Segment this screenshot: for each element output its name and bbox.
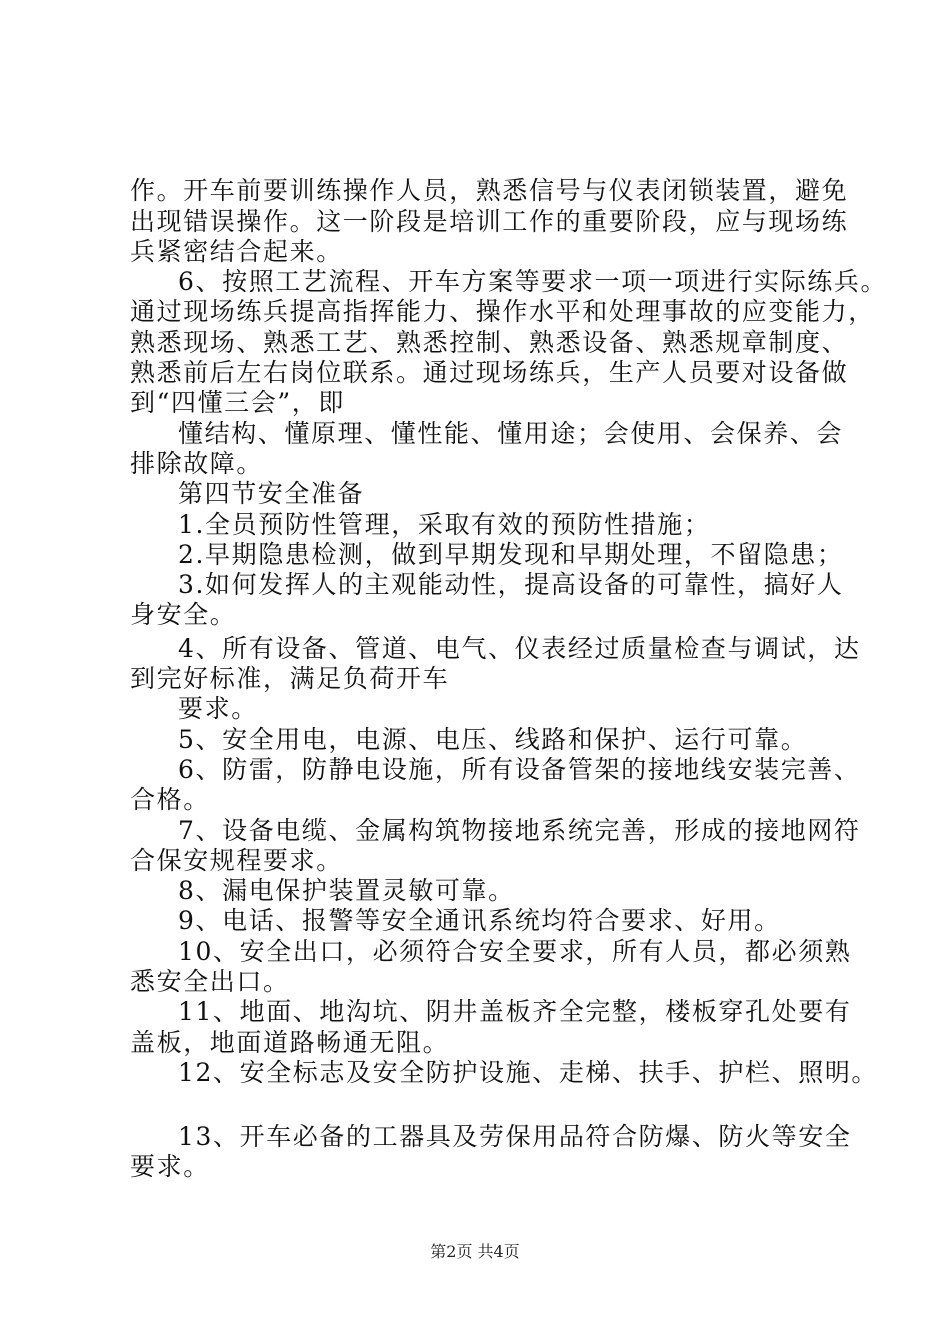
text-line: 要求。 bbox=[130, 1152, 210, 1181]
text-line: 7、设备电缆、金属构筑物接地系统完善，形成的接地网符 bbox=[178, 816, 861, 845]
text-line: 熟悉前后左右岗位联系。通过现场练兵，生产人员要对设备做 bbox=[130, 358, 849, 387]
text-line: 到完好标准，满足负荷开车 bbox=[130, 664, 450, 693]
text-line: 8、漏电保护装置灵敏可靠。 bbox=[178, 876, 515, 905]
text-line: 要求。 bbox=[178, 694, 258, 723]
text-line: 4、所有设备、管道、电气、仪表经过质量检查与调试，达 bbox=[178, 634, 861, 663]
text-line: 排除故障。 bbox=[130, 449, 264, 478]
text-line: 11、地面、地沟坑、阴井盖板齐全完整，楼板穿孔处要有 bbox=[178, 997, 852, 1026]
text-line: 通过现场练兵提高指挥能力、操作水平和处理事故的应变能力， bbox=[130, 297, 875, 326]
text-line: 合格。 bbox=[130, 785, 210, 814]
page-number-footer: 第2页 共4页 bbox=[430, 1242, 520, 1261]
text-line: 懂结构、懂原理、懂性能、懂用途；会使用、会保养、会 bbox=[178, 419, 844, 448]
section-heading: 第四节安全准备 bbox=[178, 479, 365, 508]
text-line: 到“四懂三会”，即 bbox=[130, 388, 345, 417]
text-line: 盖板，地面道路畅通无阻。 bbox=[130, 1028, 450, 1057]
text-line: 1.全员预防性管理，采取有效的预防性措施； bbox=[178, 510, 711, 539]
text-line: 2.早期隐患检测，做到早期发现和早期处理，不留隐患； bbox=[178, 540, 844, 569]
text-line: 身安全。 bbox=[130, 600, 237, 629]
text-line: 3.如何发挥人的主观能动性，提高设备的可靠性，搞好人 bbox=[178, 570, 844, 599]
text-line: 合保安规程要求。 bbox=[130, 846, 343, 875]
text-line: 6、按照工艺流程、开车方案等要求一项一项进行实际练兵。 bbox=[178, 267, 888, 296]
text-line: 10、安全出口，必须符合安全要求，所有人员，都必须熟 bbox=[178, 937, 852, 966]
text-line: 熟悉现场、熟悉工艺、熟悉控制、熟悉设备、熟悉规章制度、 bbox=[130, 328, 849, 357]
text-line: 作。开车前要训练操作人员，熟悉信号与仪表闭锁装置，避免 bbox=[130, 176, 849, 205]
text-line: 6、防雷，防静电设施，所有设备管架的接地线安装完善、 bbox=[178, 755, 861, 784]
text-line: 悉安全出口。 bbox=[130, 967, 290, 996]
text-line: 5、安全用电，电源、电压、线路和保护、运行可靠。 bbox=[178, 725, 808, 754]
text-line: 出现错误操作。这一阶段是培训工作的重要阶段，应与现场练 bbox=[130, 207, 849, 236]
text-line: 12、安全标志及安全防护设施、走梯、扶手、护栏、照明。 bbox=[178, 1058, 879, 1087]
text-line: 13、开车必备的工器具及劳保用品符合防爆、防火等安全 bbox=[178, 1122, 852, 1151]
text-line: 9、电话、报警等安全通讯系统均符合要求、好用。 bbox=[178, 906, 781, 935]
text-line: 兵紧密结合起来。 bbox=[130, 237, 343, 266]
